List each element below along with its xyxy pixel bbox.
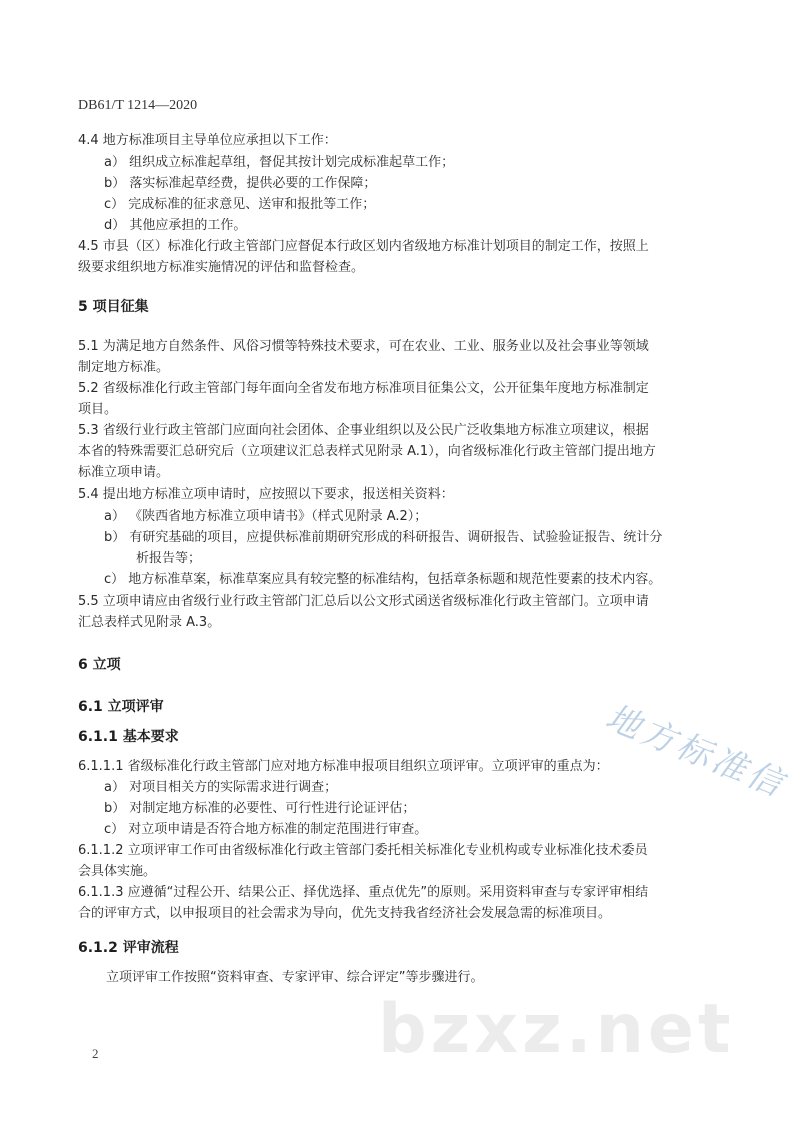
clause-4-5: 4.5 市县（区）标准化行政主管部门应督促本行政区划内省级地方标准计划项目的制定工作，按照上 <box>78 239 649 254</box>
site-watermark: bzxz.net <box>378 990 735 1069</box>
clause-6-1-1-3-cont: 合的评审方式，以申报项目的社会需求为导向，优先支持我省经济社会发展急需的标准项目。 <box>78 906 612 921</box>
clause-6-1-1-2: 6.1.1.2 立项评审工作可由省级标准化行政主管部门委托相关标准化专业机构或专业标准化技术委员 <box>78 843 648 858</box>
list-item: b） 对制定地方标准的必要性、可行性进行论证评估； <box>104 801 416 816</box>
clause-5-1: 5.1 为满足地方自然条件、风俗习惯等特殊技术要求，可在农业、工业、服务业以及社会事业等领域 <box>78 339 649 354</box>
clause-6-1-1-1: 6.1.1.1 省级标准化行政主管部门应对地方标准申报项目组织立项评审。立项评审的重点为： <box>78 759 609 774</box>
list-item: d） 其他应承担的工作。 <box>104 218 247 233</box>
clause-5-3-cont: 本省的特殊需要汇总研究后（立项建议汇总表样式见附录 A.1），向省级标准化行政主管部门提出地方 <box>78 444 656 459</box>
clause-5-1-cont: 制定地方标准。 <box>78 360 170 375</box>
clause-5-2: 5.2 省级标准化行政主管部门每年面向全省发布地方标准项目征集公文，公开征集年度地方标准制定 <box>78 381 649 396</box>
stamp-watermark: 地方标准信 <box>600 697 792 806</box>
clause-5-3: 5.3 省级行业行政主管部门应面向社会团体、企事业组织以及公民广泛收集地方标准立项建议，根据 <box>78 423 649 438</box>
clause-5-4: 5.4 提出地方标准立项申请时，应按照以下要求，报送相关资料： <box>78 487 454 502</box>
clause-5-5: 5.5 立项申请应由省级行业行政主管部门汇总后以公文形式函送省级标准化行政主管部门。立项申请 <box>78 594 649 609</box>
list-item: c） 地方标准草案，标准草案应具有较完整的标准结构，包括章条标题和规范性要素的技术内容。 <box>104 572 662 587</box>
list-item: b） 有研究基础的项目，应提供标准前期研究形成的科研报告、调研报告、试验验证报告、统计分 <box>104 530 663 545</box>
list-item: c） 完成标准的征求意见、送审和报批等工作； <box>104 197 376 212</box>
clause-5-2-cont: 项目。 <box>78 402 118 417</box>
page-number: 2 <box>92 1046 99 1061</box>
section-6-1-1-heading: 6.1.1 基本要求 <box>78 729 179 745</box>
document-code: DB61/T 1214—2020 <box>78 98 198 113</box>
section-6-1-2-heading: 6.1.2 评审流程 <box>78 940 179 956</box>
clause-6-1-2-text: 立项评审工作按照“资料审查、专家评审、综合评定”等步骤进行。 <box>106 970 484 985</box>
list-item: a） 组织成立标准起草组，督促其按计划完成标准起草工作； <box>104 155 455 170</box>
clause-6-1-1-3: 6.1.1.3 应遵循“过程公开、结果公正、择优选择、重点优先”的原则。采用资料审查与专家评审相结 <box>78 885 649 900</box>
list-item: c） 对立项申请是否符合地方标准的制定范围进行审查。 <box>104 822 428 837</box>
section-6-1-heading: 6.1 立项评审 <box>78 699 164 715</box>
section-6-heading: 6 立项 <box>78 657 121 673</box>
clause-5-5-cont: 汇总表样式见附录 A.3。 <box>78 615 221 630</box>
list-item-cont: 析报告等； <box>136 551 202 566</box>
list-item: a） 《陕西省地方标准立项申请书》（样式见附录 A.2）； <box>104 509 428 524</box>
clause-4-4: 4.4 地方标准项目主导单位应承担以下工作： <box>78 133 337 148</box>
list-item: b） 落实标准起草经费，提供必要的工作保障； <box>104 176 377 191</box>
clause-5-3-cont: 标准立项申请。 <box>78 465 170 480</box>
section-5-heading: 5 项目征集 <box>78 299 149 315</box>
clause-4-5-cont: 级要求组织地方标准实施情况的评估和监督检查。 <box>78 260 365 275</box>
clause-6-1-1-2-cont: 会具体实施。 <box>78 864 157 879</box>
list-item: a） 对项目相关方的实际需求进行调查； <box>104 780 338 795</box>
